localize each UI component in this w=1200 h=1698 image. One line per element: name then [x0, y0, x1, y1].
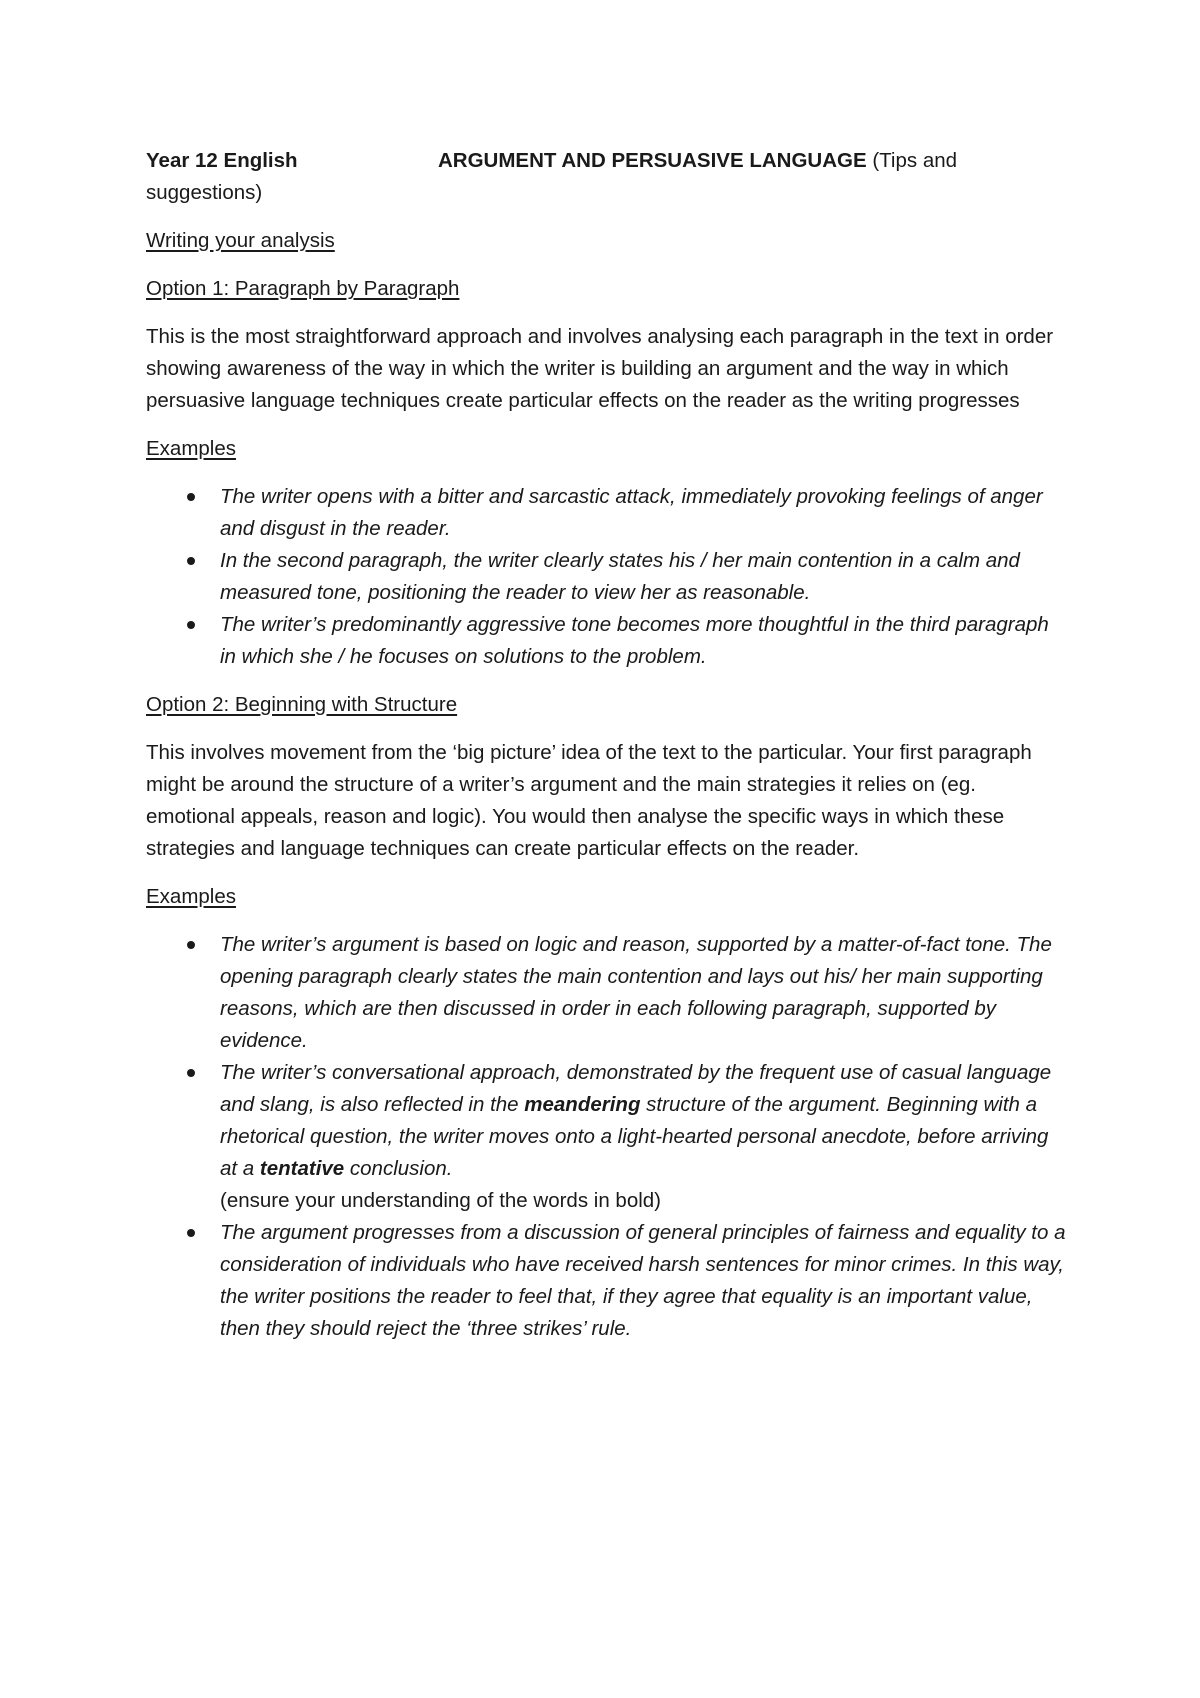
- bullet-icon: [187, 1069, 195, 1077]
- option1-examples-list: [146, 481, 1066, 673]
- list-item: [146, 929, 1066, 1057]
- list-item: [146, 1217, 1066, 1345]
- bullet-icon: [187, 493, 195, 501]
- option1-body: This is the most straightforward approach and involves analysing each paragraph in the text in order showing awareness of the way in which the writer is building an argument and the way in which persuasive language techniques create particular effects on the reader as the writing progresses: [146, 325, 1054, 412]
- bold-term-meandering: meandering: [524, 1093, 641, 1116]
- example-text: The writer’s predominantly aggressive tone becomes more thoughtful in the third paragraph in which she / he focuses on solutions to the problem.: [220, 613, 1049, 668]
- bullet-icon: [187, 557, 195, 565]
- section-heading: Writing your analysis: [146, 229, 335, 252]
- document-header: [146, 145, 1066, 177]
- bold-term-tentative: tentative: [259, 1157, 345, 1180]
- option2-heading: Option 2: Beginning with Structure: [146, 693, 458, 716]
- list-item: [146, 481, 1066, 545]
- option2-body: This involves movement from the ‘big picture’ idea of the text to the particular. Your first paragraph might be around the structure of a writer’s argument and the main strategies it relies on (eg. emotional appeals, reason and logic). You would then analyse the specific ways in which these strategies and language techniques can create particular effects on the reader.: [146, 741, 1032, 860]
- bullet-icon: [187, 621, 195, 629]
- course-title: Year 12 English: [146, 149, 298, 172]
- example-text: In the second paragraph, the writer clearly states his / her main contention in a calm and measured tone, positioning the reader to view her as reasonable.: [220, 549, 1020, 604]
- bullet-icon: [187, 941, 195, 949]
- list-item: [146, 545, 1066, 609]
- option1-examples-heading: Examples: [146, 437, 237, 460]
- option2-examples-list: [146, 929, 1066, 1345]
- example-text: The writer’s argument is based on logic and reason, supported by a matter-of-fact tone. The opening paragraph clearly states the main contention and lays out his/ her main supporting reasons, which are then discussed in order in each following paragraph, supported by evidence.: [220, 933, 1052, 1052]
- document-content: [146, 145, 1066, 1361]
- document-title-text: ARGUMENT AND PERSUASIVE LANGUAGE: [438, 149, 867, 172]
- example-text: The writer opens with a bitter and sarcastic attack, immediately provoking feelings of anger and disgust in the reader.: [220, 485, 1043, 540]
- bullet-icon: [187, 1229, 195, 1237]
- example-text-part: conclusion.: [344, 1157, 453, 1180]
- document-subtitle-open: (Tips and: [872, 149, 958, 172]
- document-title: [438, 145, 957, 177]
- example-text: The argument progresses from a discussion of general principles of fairness and equality to a consideration of individuals who have received harsh sentences for minor crimes. In this way, the writer positions the reader to feel that, if they agree that equality is an important value, then they should reject the ‘three strikes’ rule.: [220, 1221, 1066, 1340]
- list-item: [146, 1057, 1066, 1217]
- example-text-part: structure of the argument. Beginning with a rhetorical question, the writer moves onto a light-hearted personal anecdote, before arriving at a: [220, 1093, 1049, 1180]
- bold-words-note: (ensure your understanding of the words in bold): [220, 1189, 662, 1212]
- example-text-part: The writer’s conversational approach, demonstrated by the frequent use of casual language and slang, is also reflected in the: [220, 1061, 1052, 1116]
- list-item: [146, 609, 1066, 673]
- option2-examples-heading: Examples: [146, 885, 237, 908]
- document-subtitle-close: suggestions): [146, 181, 263, 204]
- option1-heading: Option 1: Paragraph by Paragraph: [146, 277, 460, 300]
